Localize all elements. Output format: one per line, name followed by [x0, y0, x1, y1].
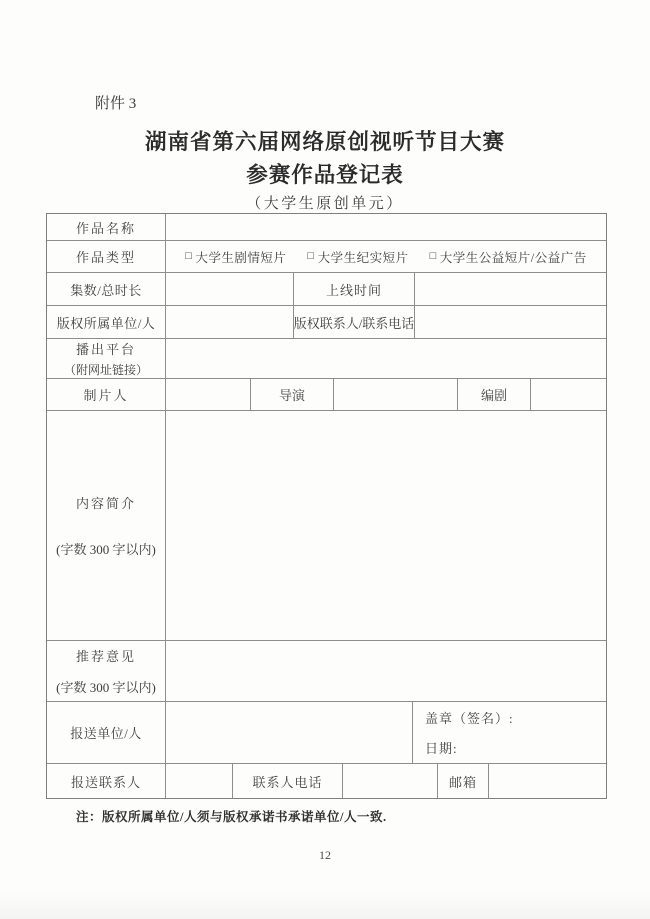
platform-label-line1: 播出平台 [75, 342, 136, 357]
platform-label-line2: （附网址链接） [63, 363, 148, 377]
checkbox-icon: □ [429, 250, 437, 262]
table-row-work-name [47, 214, 606, 241]
table-row-submit-contact [47, 764, 606, 798]
email-label: 邮箱 [438, 764, 489, 798]
online-time-label: 上线时间 [294, 273, 415, 305]
table-row-submitter [47, 702, 606, 764]
recommendation-label-line1: 推荐意见 [75, 649, 136, 664]
seal-date-cell [413, 702, 606, 763]
producer-input-cell [166, 379, 251, 410]
work-type-option-label: 大学生剧情短片 [195, 250, 287, 265]
copyright-owner-label: 版权所属单位/人 [47, 306, 166, 338]
document-subtitle: （大学生原创单元） [246, 196, 404, 212]
table-row-copyright [47, 306, 606, 339]
table-row-synopsis [47, 411, 606, 641]
email-input-cell [489, 764, 606, 798]
work-type-option-documentary [307, 248, 408, 266]
table-row-recommendation [47, 641, 606, 702]
synopsis-input-cell [166, 411, 606, 640]
contact-phone-input-cell [343, 764, 438, 798]
document-title-line2: 参赛作品登记表 [246, 163, 404, 187]
screenwriter-label: 编剧 [458, 379, 531, 410]
table-row-episodes [47, 273, 606, 306]
episodes-label: 集数/总时长 [47, 273, 166, 305]
table-row-platform [47, 339, 606, 379]
checkbox-icon: □ [185, 250, 193, 262]
work-type-options-cell [166, 241, 606, 272]
recommendation-label [47, 641, 166, 701]
work-type-option-psa [430, 248, 587, 266]
seal-signature-label: 盖章（签名）: [425, 711, 514, 726]
director-input-cell [334, 379, 458, 410]
recommendation-input-cell [166, 641, 606, 701]
producer-label: 制片人 [47, 379, 166, 410]
copyright-owner-input-cell [166, 306, 294, 338]
episodes-input-cell [166, 273, 294, 305]
copyright-contact-input-cell [415, 306, 606, 338]
platform-input-cell [166, 339, 606, 378]
platform-label [47, 339, 166, 378]
work-name-input-cell [166, 214, 606, 240]
online-time-input-cell [415, 273, 606, 305]
work-type-label: 作品类型 [47, 241, 166, 272]
work-type-option-label: 大学生纪实短片 [317, 250, 409, 265]
copyright-contact-label: 版权联系人/联系电话 [294, 306, 415, 338]
table-row-work-type [47, 241, 606, 273]
contact-phone-label: 联系人电话 [233, 764, 343, 798]
director-label: 导演 [251, 379, 334, 410]
synopsis-label [47, 411, 166, 640]
copyright-footnote: 注：版权所属单位/人须与版权承诺书承诺单位/人一致. [76, 810, 387, 824]
submit-contact-label: 报送联系人 [47, 764, 166, 798]
submit-contact-input-cell [166, 764, 233, 798]
registration-form-table [46, 213, 607, 799]
checkbox-icon: □ [307, 250, 315, 262]
submitter-input-cell [166, 702, 413, 763]
submitter-label: 报送单位/人 [47, 702, 166, 763]
page-number: 12 [319, 848, 331, 862]
screenwriter-input-cell [531, 379, 606, 410]
scan-artifact [0, 893, 650, 919]
work-name-label: 作品名称 [47, 214, 166, 240]
table-row-credits [47, 379, 606, 411]
date-label: 日期: [425, 741, 458, 756]
recommendation-label-line2: (字数 300 字以内) [56, 680, 156, 695]
work-type-option-drama [185, 248, 286, 266]
document-title-line1: 湖南省第六届网络原创视听节目大赛 [144, 130, 505, 154]
synopsis-label-line2: (字数 300 字以内) [56, 542, 156, 557]
work-type-option-label: 大学生公益短片/公益广告 [439, 250, 587, 265]
attachment-label: 附件 3 [95, 96, 137, 112]
synopsis-label-line1: 内容简介 [75, 496, 136, 511]
